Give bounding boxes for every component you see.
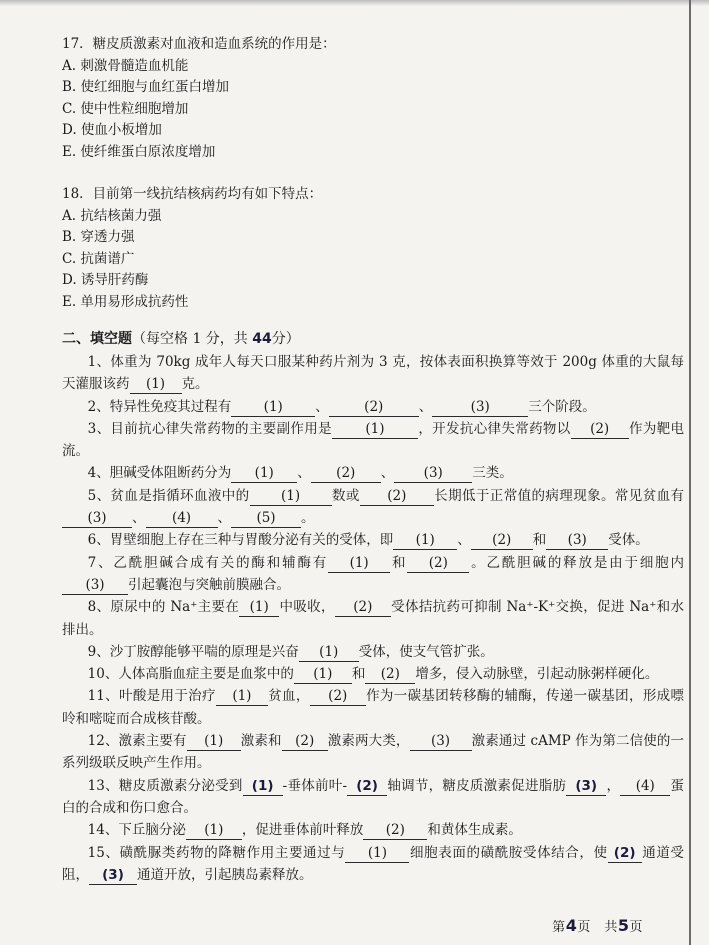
text: 克。 [181, 376, 209, 393]
page-content [62, 34, 684, 886]
text: 中吸收， [279, 599, 335, 616]
pager-total-pages: 5 [617, 916, 630, 935]
question-18-option-a: A. 抗结核菌力强 [62, 207, 162, 224]
blank: (1) [345, 845, 409, 863]
fill-item-12 [62, 730, 684, 775]
blank: (1) [328, 555, 390, 573]
handwritten-blank: (3) [566, 778, 606, 796]
text: 。 [301, 510, 315, 527]
text: ，开发抗心律失常药物以 [417, 420, 571, 437]
fill-item-9 [62, 641, 684, 663]
pager-middle: 页 共 [577, 920, 618, 935]
blank: (1) [239, 599, 279, 617]
section-2-heading [62, 327, 684, 351]
text: 8、原尿中的 Na⁺主要在 [87, 599, 240, 616]
blank: (2) [365, 666, 415, 684]
blank: (1) [186, 822, 242, 840]
text: 通道受阻， [62, 844, 685, 883]
text: -垂体前叶- [282, 777, 348, 794]
question-17-option-d: D. 使血小板增加 [62, 122, 162, 138]
text: 受体。 [608, 532, 649, 549]
blank: (2) [571, 421, 629, 439]
blank: (4) [146, 510, 218, 528]
blank: (2) [282, 733, 328, 751]
text: 11、叶酸是用于治疗 [87, 688, 216, 705]
blank: (2) [360, 488, 434, 506]
blank: (1) [231, 399, 315, 417]
text: 和 [532, 532, 547, 549]
separator: 、 [297, 465, 311, 482]
text: 贫血， [267, 688, 310, 705]
blank: (2) [329, 399, 419, 417]
fill-item-5 [62, 485, 684, 530]
blank: (1) [231, 465, 297, 483]
text: 增多，侵入动脉壁，引起动脉粥样硬化。 [415, 666, 659, 683]
pager-current-page: 4 [565, 916, 578, 935]
text: 轴调节，糖皮质激素促进脂肪 [387, 777, 567, 794]
text: 1、体重为 70kg 成年人每天口服某种药片剂为 3 克，按体表面积换算等效于 200g 体重的大鼠每天灌服该药 [62, 354, 684, 393]
question-18-stem: 18．目前第一线抗结核病药均有如下特点： [62, 186, 323, 202]
blank: (3) [62, 510, 132, 528]
text: 受体拮抗药可抑制 Na⁺-K⁺交换，促进 Na⁺和水排出。 [62, 599, 684, 638]
separator: 、 [380, 465, 395, 482]
blank: (3) [432, 399, 528, 417]
blank: (2) [310, 688, 366, 706]
page-number [552, 916, 643, 935]
separator: 、 [315, 398, 329, 415]
text: 作为一碳基团转移酶的辅酶，传递一碳基团，形成嘌呤和嘧啶而合成核苷酸。 [62, 688, 685, 727]
text: 6、胃壁细胞上存在三种与胃酸分泌有关的受体，即 [87, 532, 394, 549]
text: 5、贫血是指循环血液中的 [87, 487, 250, 504]
text: 激素两大类， [327, 733, 410, 750]
question-17-option-c: C. 使中性粒细胞增加 [62, 100, 189, 117]
blank: (5) [231, 510, 301, 528]
separator: 、 [217, 510, 231, 527]
text: 长期低于正常值的病理现象。常见贫血有 [433, 487, 685, 504]
text: 7、乙酰胆碱合成有关的酶和辅酶有 [87, 554, 329, 571]
page-border-line [689, 0, 691, 945]
fill-item-13 [62, 775, 684, 820]
blank: (2) [363, 822, 427, 840]
question-18-option-b: B. 穿透力强 [62, 229, 135, 245]
fill-item-10 [62, 663, 684, 685]
fill-item-6 [62, 529, 684, 551]
text: 三类。 [472, 465, 513, 482]
fill-item-15 [62, 842, 684, 887]
text: 10、人体高脂血症主要是血浆中的 [87, 666, 294, 683]
text: 蛋白的合成和伤口愈合。 [62, 777, 685, 816]
text: 三个阶段。 [528, 398, 596, 415]
text: 激素通过 cAMP 作为第二信使的一系列级联反映产生作用。 [62, 733, 685, 772]
fill-item-7 [62, 552, 684, 597]
text: 激素和 [240, 733, 282, 750]
blank: (1) [294, 666, 352, 684]
fill-item-3 [62, 418, 684, 463]
section-2-note-start: （每空格 1 分，共 [132, 331, 253, 347]
text: 9、沙丁胺醇能够平喘的原理是兴奋 [87, 643, 299, 660]
question-18-option-c: C. 抗菌谱广 [62, 250, 135, 267]
handwritten-blank: (2) [608, 845, 642, 863]
text: 受体，使支气管扩张。 [358, 643, 494, 660]
blank: (1) [130, 376, 182, 394]
pager-suffix: 页 [629, 920, 643, 935]
text: 和黄体生成素。 [427, 822, 522, 839]
text: 细胞表面的磺酰胺受体结合，使 [409, 844, 608, 861]
question-17-stem: 17．糖皮质激素对血液和造血系统的作用是： [62, 36, 336, 52]
text: 15、磺酰脲类药物的降糖作用主要通过与 [87, 844, 346, 861]
fill-item-4 [62, 462, 684, 484]
fill-item-2 [62, 396, 684, 418]
fill-item-1 [62, 351, 684, 396]
question-17-option-e: E. 使纤维蛋白原浓度增加 [62, 143, 216, 160]
blank: (1) [393, 532, 457, 550]
question-17-option-a: A. 刺激骨髓造血机能 [62, 57, 189, 74]
text: ， [606, 777, 621, 794]
text: 作为靶电流。 [62, 420, 685, 460]
text: 和 [351, 666, 366, 683]
text: 14、下丘脑分泌 [87, 822, 186, 839]
blank: (1) [187, 733, 241, 751]
separator: 、 [457, 532, 471, 549]
question-17-option-b: B. 使红细胞与血红蛋白增加 [62, 79, 230, 95]
question-18-option-e: E. 单用易形成抗药性 [62, 293, 189, 310]
blank: (1) [332, 421, 418, 439]
blank: (1) [250, 488, 332, 506]
blank: (2) [311, 465, 381, 483]
text: ，促进垂体前叶释放 [241, 822, 364, 839]
question-18-option-d: D. 诱导肝药酶 [62, 272, 149, 288]
blank: (2) [471, 532, 533, 550]
text: 12、激素主要有 [87, 733, 187, 750]
blank: (1) [299, 644, 359, 662]
blank: (3) [410, 733, 472, 751]
blank: (1) [216, 688, 268, 706]
text: 2、特异性免疫其过程有 [87, 398, 232, 415]
handwritten-blank: (3) [89, 867, 137, 885]
fill-item-14 [62, 819, 684, 841]
blank: (3) [394, 465, 472, 483]
text: 通道开放，引起胰岛素释放。 [137, 866, 313, 883]
text: 3、目前抗心律失常药物的主要副作用是 [87, 420, 332, 437]
text: 4、胆碱受体阻断药分为 [87, 465, 232, 482]
blank: (2) [407, 555, 469, 573]
blank: (2) [335, 599, 391, 617]
handwritten-blank: (1) [243, 778, 283, 796]
fill-item-8 [62, 596, 684, 641]
text: 引起囊泡与突触前膜融合。 [128, 576, 290, 593]
text: 13、糖皮质激素分泌受到 [87, 777, 243, 794]
blank: (4) [620, 778, 670, 796]
text: 。乙酰胆碱的释放是由于细胞内 [469, 554, 685, 571]
scan-shadow [0, 0, 709, 6]
handwritten-blank: (2) [347, 778, 387, 796]
text: 和 [390, 554, 408, 571]
separator: 、 [418, 398, 433, 415]
handwritten-total-score: 44 [252, 331, 272, 347]
blank: (3) [546, 532, 608, 550]
section-2-title: 二、填空题 [62, 331, 132, 347]
section-2-note-end: 分） [271, 331, 300, 347]
fill-item-11 [62, 685, 684, 730]
blank: (3) [62, 577, 128, 595]
pager-prefix: 第 [552, 920, 566, 935]
text: 数或 [331, 487, 360, 504]
separator: 、 [132, 510, 146, 527]
spacer [62, 163, 684, 184]
